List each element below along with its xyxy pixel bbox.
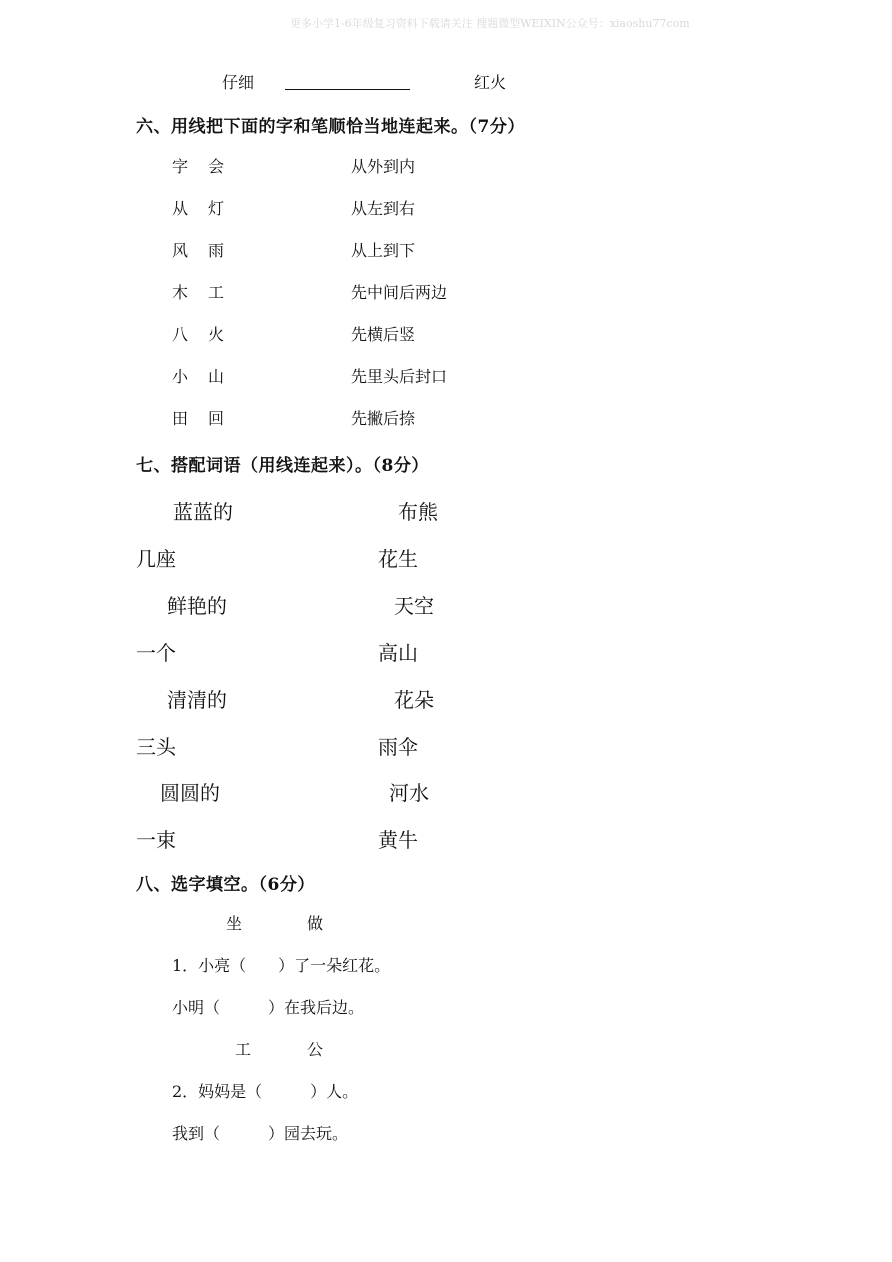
char-a: 木 (172, 283, 189, 302)
match-left: 一个 (136, 641, 176, 665)
stroke-order: 从上到下 (351, 241, 416, 260)
char-a: 字 (172, 157, 189, 176)
question-7-title: 七、搭配词语（用线连起来）。（8分） (136, 456, 429, 476)
char-b: 灯 (208, 199, 225, 218)
stroke-order: 先撇后捺 (351, 409, 416, 428)
match-left: 蓝蓝的 (173, 500, 233, 524)
match-right: 黄牛 (378, 828, 418, 852)
choice-char: 公 (307, 1040, 324, 1059)
char-a: 八 (172, 325, 189, 344)
fill-sentence: 1．小亮（ ）了一朵红花。 (172, 956, 391, 975)
word-right: 红火 (474, 73, 507, 92)
match-left: 圆圆的 (160, 781, 220, 805)
stroke-order: 先横后竖 (351, 325, 416, 344)
match-right: 布熊 (398, 500, 438, 524)
answer-blank (285, 89, 410, 90)
char-b: 工 (208, 283, 225, 302)
match-left: 鲜艳的 (167, 594, 227, 618)
char-a: 从 (172, 199, 189, 218)
char-b: 山 (208, 367, 225, 386)
question-8-title: 八、选字填空。（6分） (136, 875, 315, 895)
choice-char: 坐 (226, 914, 243, 933)
match-left: 三头 (136, 735, 176, 759)
match-right: 高山 (378, 641, 418, 665)
watermark-text: 更多小学1-6年级复习资料下载请关注 搜题微型WEIXIN公众号：xiaoshu77com (290, 17, 690, 30)
fill-sentence: 我到（ ）园去玩。 (172, 1124, 349, 1143)
choice-char: 做 (307, 914, 324, 933)
stroke-order: 先里头后封口 (351, 367, 448, 386)
char-a: 小 (172, 367, 189, 386)
stroke-order: 从左到右 (351, 199, 416, 218)
word-left: 仔细 (222, 73, 255, 92)
char-b: 会 (208, 157, 225, 176)
match-right: 雨伞 (378, 735, 418, 759)
match-right: 花朵 (394, 688, 434, 712)
char-a: 风 (172, 241, 189, 260)
match-right: 天空 (394, 594, 434, 618)
fill-sentence: 小明（ ）在我后边。 (172, 998, 365, 1017)
fill-sentence: 2．妈妈是（ ）人。 (172, 1082, 359, 1101)
char-a: 田 (172, 409, 189, 428)
match-left: 几座 (136, 547, 176, 571)
stroke-order: 先中间后两边 (351, 283, 448, 302)
match-right: 花生 (378, 547, 418, 571)
stroke-order: 从外到内 (351, 157, 416, 176)
question-6-title: 六、用线把下面的字和笔顺恰当地连起来。（7分） (136, 117, 525, 137)
char-b: 火 (208, 325, 225, 344)
choice-char: 工 (235, 1040, 252, 1059)
match-left: 清清的 (167, 688, 227, 712)
match-right: 河水 (389, 781, 429, 805)
match-left: 一束 (136, 828, 176, 852)
char-b: 雨 (208, 241, 225, 260)
char-b: 回 (208, 409, 225, 428)
